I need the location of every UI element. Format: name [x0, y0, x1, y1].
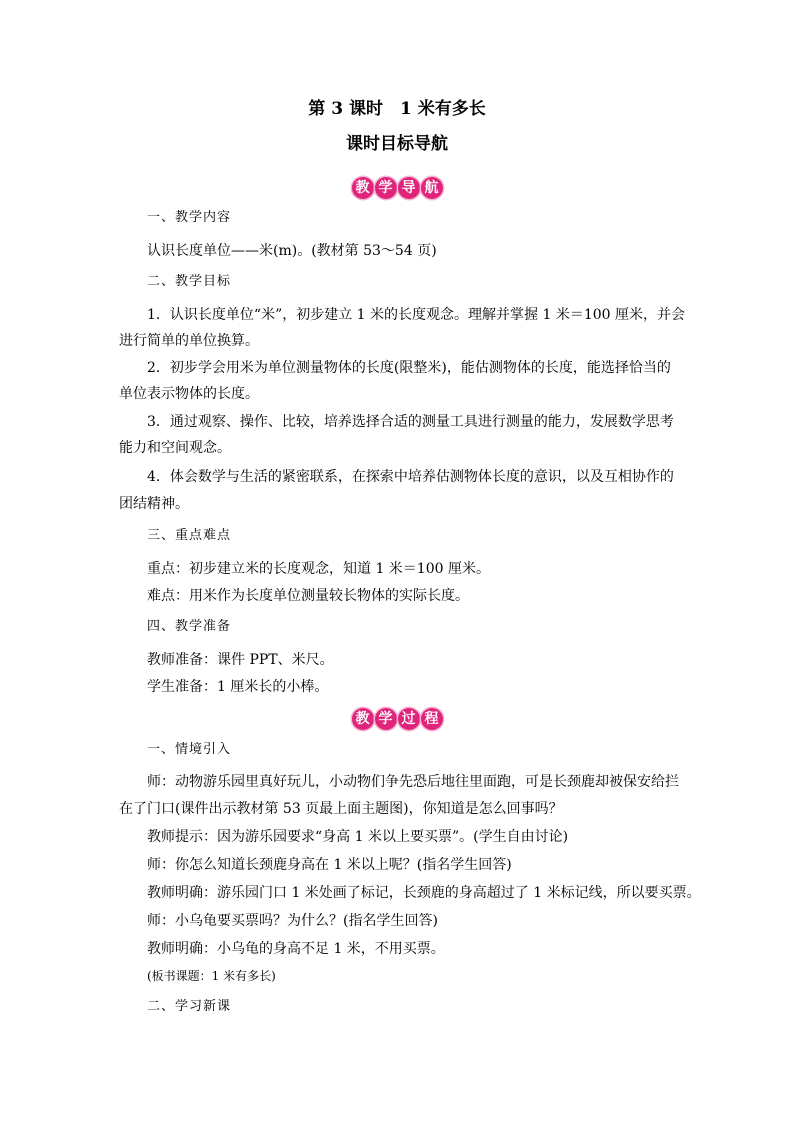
paragraph-line: 教师准备：课件 PPT、米尺。: [147, 652, 334, 668]
lesson-subtitle: 课时目标导航: [346, 134, 448, 154]
paragraph-line: 能力和空间观念。: [119, 440, 231, 456]
paragraph-line: 教师明确：游乐园门口 1 米处画了标记，长颈鹿的身高超过了 1 米标记线，所以要买票。: [147, 885, 701, 901]
lesson-title: 第 3 课时 1 米有多长: [308, 99, 486, 119]
paragraph-line: 进行简单的单位换算。: [119, 333, 259, 349]
paragraph-line: 在了门口(课件出示教材第 53 页最上面主题图)，你知道是怎么回事吗？: [119, 801, 563, 817]
paragraph-line: 1．认识长度单位“米”，初步建立 1 米的长度观念。理解并掌握 1 米＝100 厘米，并会: [147, 307, 686, 323]
paragraph-line: 学生准备：1 厘米长的小棒。: [147, 679, 329, 695]
section-heading: 二、教学目标: [147, 274, 232, 289]
paragraph-line: 认识长度单位——米(m)。(教材第 53～54 页): [147, 243, 437, 259]
paragraph-line: 3．通过观察、操作、比较，培养选择合适的测量工具进行测量的能力，发展数学思考: [147, 414, 674, 430]
banner-char: 航: [421, 177, 443, 199]
section-heading: 一、情境引入: [147, 742, 232, 757]
banner-char: 程: [421, 708, 443, 730]
banner-char: 教: [352, 177, 374, 199]
board-note: (板书课题：1 米有多长): [147, 969, 276, 983]
banner-char: 导: [398, 177, 420, 199]
banner-teaching-guide: [0, 177, 794, 199]
paragraph-line: 4．体会数学与生活的紧密联系，在探索中培养估测物体长度的意识，以及互相协作的: [147, 469, 674, 485]
banner-char: 学: [375, 177, 397, 199]
banner-char: 学: [375, 708, 397, 730]
paragraph-line: 师：动物游乐园里真好玩儿，小动物们争先恐后地往里面跑，可是长颈鹿却被保安给拦: [147, 774, 679, 790]
paragraph-line: 教师提示：因为游乐园要求“身高 1 米以上要买票”。(学生自由讨论): [147, 829, 569, 845]
banner-char: 教: [352, 708, 374, 730]
paragraph-line: 重点：初步建立米的长度观念，知道 1 米＝100 厘米。: [147, 561, 490, 577]
banner-char: 过: [398, 708, 420, 730]
paragraph-line: 难点：用米作为长度单位测量较长物体的实际长度。: [147, 588, 469, 604]
section-heading: 一、教学内容: [147, 210, 232, 225]
paragraph-line: 单位表示物体的长度。: [119, 386, 259, 402]
paragraph-line: 教师明确：小乌龟的身高不足 1 米，不用买票。: [147, 941, 445, 957]
banner-teaching-process: [0, 708, 794, 730]
paragraph-line: 2．初步学会用米为单位测量物体的长度(限整米)，能估测物体的长度，能选择恰当的: [147, 360, 671, 376]
section-heading: 三、重点难点: [147, 528, 232, 543]
paragraph-line: 团结精神。: [119, 496, 189, 512]
section-heading: 二、学习新课: [147, 999, 232, 1014]
paragraph-line: 师：你怎么知道长颈鹿身高在 1 米以上呢？(指名学生回答): [147, 857, 512, 873]
paragraph-line: 师：小乌龟要买票吗？为什么？(指名学生回答): [147, 913, 438, 929]
section-heading: 四、教学准备: [147, 619, 232, 634]
